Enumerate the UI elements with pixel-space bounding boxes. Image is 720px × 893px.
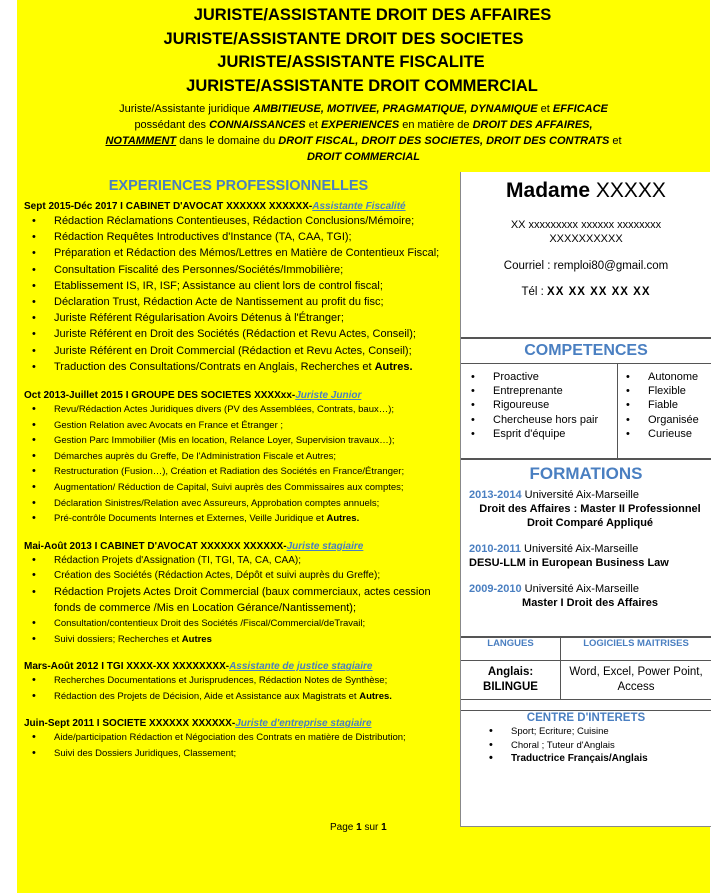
job-task: • Suivi des Dossiers Juridiques, Classement; <box>54 746 460 762</box>
phone-value: XX XX XX XX XX <box>547 286 651 298</box>
job-period-employer: Mars-Août 2012 I TGI XXXX-XX XXXXXXXX- <box>24 661 230 673</box>
interests-box <box>461 710 711 766</box>
formation-degree: Master I Droit des Affaires <box>522 597 658 609</box>
job-role: Assistante Fiscalité <box>312 201 406 212</box>
competences-columns <box>461 363 711 458</box>
summary-emphasis: EFFICACE <box>552 103 608 115</box>
summary-emphasis: DROIT COMMERCIAL <box>306 151 421 163</box>
formation-school: Université Aix-Marseille <box>521 543 639 555</box>
job-period-employer: Oct 2013-Juillet 2015 I GROUPE DES SOCIETES XXXXxx- <box>24 390 296 402</box>
skill-item: • Fiable <box>648 398 699 412</box>
sidebar <box>460 172 711 827</box>
formation-degree: DESU-LLM in European Business Law <box>469 557 669 569</box>
skill-item: • Esprit d'équipe <box>493 427 617 441</box>
formations-title: FORMATIONS <box>529 464 643 483</box>
skill-item: • Autonome <box>648 370 699 384</box>
languages-title: LANGUES <box>461 638 560 661</box>
summary-emphasis: DROIT FISCAL, DROIT DES SOCIETES, DROIT DES CONTRATS <box>278 135 610 147</box>
job-task: • Création des Sociétés (Rédaction Actes, Dépôt et suivi auprès du Greffe); <box>54 568 460 584</box>
competences-title: COMPETENCES <box>524 342 648 359</box>
email-link[interactable]: remploi80@gmail.com <box>553 260 669 272</box>
competences-col-1 <box>461 364 618 458</box>
name-value: XXXXX <box>595 179 666 202</box>
address: XX xxxxxxxxx xxxxxx xxxxxxxx XXXXXXXXXX <box>510 219 662 245</box>
interests-title: CENTRE D'INTERETS <box>461 710 711 725</box>
headline-4: JURISTE/ASSISTANTE DROIT COMMERCIAL <box>186 76 538 95</box>
job-task: • Juriste Référent en Droit Commercial (Rédaction et Revu Actes, Conseil); <box>54 343 460 359</box>
summary-text: possédant des <box>134 119 210 131</box>
headline-2: JURISTE/ASSISTANTE DROIT DES SOCIETES <box>163 29 524 48</box>
job-heading <box>24 660 460 673</box>
job-task: • Restructuration (Fusion…), Création et Radiation des Sociétés en France/Étranger; <box>54 464 460 480</box>
page-total: 1 <box>381 822 387 833</box>
job-task: • Rédaction Projets d'Assignation (TI, TGI, TA, CA, CAA); <box>54 553 460 569</box>
job-task: • Gestion Parc Immobilier (Mis en location, Relance Loyer, Supervision travaux…); <box>54 433 460 449</box>
phone-label: Tél : <box>521 286 548 298</box>
skill-item: • Organisée <box>648 413 699 427</box>
interest-item: • Sport; Ecriture; Cuisine <box>511 725 711 739</box>
formations-box <box>461 458 711 610</box>
skill-item: • Rigoureuse <box>493 398 617 412</box>
jobs-list <box>17 200 460 762</box>
profile-summary <box>104 101 624 165</box>
summary-text: en matière de <box>399 119 473 131</box>
summary-emphasis: CONNAISSANCES <box>209 119 306 131</box>
summary-emphasis: DROIT DES AFFAIRES, <box>472 119 593 131</box>
job-period-employer: Sept 2015-Déc 2017 I CABINET D'AVOCAT XXXXXX XXXXXX- <box>24 201 313 212</box>
software-title: LOGICIELS MAITRISES <box>561 638 711 661</box>
job-entry <box>24 389 460 527</box>
job-task: • Rédaction Projets Actes Droit Commercial (baux commerciaux, actes cession fonds de commerce /Mis en Location Gérance/Nantissement); <box>54 584 449 616</box>
formation-year: 2009-2010 <box>469 583 522 595</box>
cv-header <box>17 4 710 165</box>
competences-box <box>461 337 711 458</box>
formation-item <box>469 542 711 570</box>
job-task: • Déclaration Trust, Rédaction Acte de Nantissement au profit du fisc; <box>54 294 460 310</box>
summary-emphasis: AMBITIEUSE, MOTIVEE, PRAGMATIQUE, DYNAMIQUE <box>253 103 538 115</box>
software-value: Word, Excel, Power Point, Access <box>569 666 703 693</box>
skill-item: • Flexible <box>648 384 699 398</box>
page-label: Page <box>330 822 357 833</box>
interest-item: • Traductrice Français/Anglais <box>511 752 711 766</box>
job-task <box>54 632 460 648</box>
job-role: Juriste d'entreprise stagiaire <box>235 718 372 730</box>
page-label-sur: sur <box>361 822 382 833</box>
job-heading <box>24 717 460 730</box>
job-task-text: Traduction des Consultations/Contrats en Anglais, Recherches et <box>54 360 375 373</box>
job-task-bold: Autres. <box>374 360 413 373</box>
summary-emphasis: EXPERIENCES <box>320 119 400 131</box>
job-task: • Rédaction Réclamations Contentieuses, Rédaction Conclusions/Mémoire; <box>54 213 460 229</box>
summary-underlined: NOTAMMENT <box>105 135 177 147</box>
job-task <box>54 359 460 375</box>
job-role: Juriste stagiaire <box>286 540 364 552</box>
headline-1: JURISTE/ASSISTANTE DROIT DES AFFAIRES <box>193 6 552 24</box>
job-task <box>54 689 460 705</box>
lang-software-table <box>461 636 711 700</box>
job-task: • Rédaction Requêtes Introductives d'Instance (TA, CAA, TGI); <box>54 229 460 245</box>
job-entry <box>24 717 460 761</box>
job-heading <box>24 200 460 213</box>
competences-col-2 <box>618 364 699 458</box>
job-task: • Juriste Référent en Droit des Sociétés (Rédaction et Revu Actes, Conseil); <box>54 326 460 342</box>
job-task: • Augmentation/ Réduction de Capital, Suivi auprès des Commissaires aux comptes; <box>54 480 460 496</box>
software-col <box>561 638 711 699</box>
formation-year: 2010-2011 <box>469 543 521 555</box>
formation-year: 2013-2014 <box>469 489 522 501</box>
page-number <box>330 822 387 833</box>
job-role: Juriste Junior <box>295 390 362 402</box>
languages-col <box>461 638 561 699</box>
job-task-text: Rédaction des Projets de Décision, Aide et Assistance aux Magistrats et <box>54 690 360 702</box>
summary-text: et <box>305 119 321 131</box>
languages-value: Anglais: BILINGUE <box>483 666 538 693</box>
summary-text: dans le domaine du <box>176 135 279 147</box>
skill-item: • Entreprenante <box>493 384 617 398</box>
job-period-employer: Mai-Août 2013 I CABINET D'AVOCAT XXXXXX XXXXXX- <box>24 540 287 552</box>
job-task-text: Suivi dossiers; Recherches et <box>54 633 182 645</box>
name-title: Madame <box>506 179 591 202</box>
formation-school: Université Aix-Marseille <box>521 489 639 501</box>
email-label: Courriel : <box>503 260 554 272</box>
job-task-bold: Autres. <box>326 513 360 525</box>
job-heading <box>24 540 460 553</box>
interest-item: • Choral ; Tuteur d'Anglais <box>511 739 711 753</box>
job-task: • Démarches auprès du Greffe, De l'Administration Fiscale et Autres; <box>54 449 460 465</box>
formation-degree: Droit des Affaires : Master II Professionnel Droit Comparé Appliqué <box>479 503 701 529</box>
summary-text: et <box>609 135 622 147</box>
summary-text: et <box>537 103 553 115</box>
formation-item <box>469 488 711 530</box>
job-task: • Préparation et Rédaction des Mémos/Lettres en Matière de Contentieux Fiscal; <box>54 245 460 261</box>
email-line <box>461 260 711 272</box>
experiences-section <box>17 172 460 762</box>
job-task: • Revu/Rédaction Actes Juridiques divers (PV des Assemblées, Contrats, baux…); <box>54 402 460 418</box>
summary-text: Juriste/Assistante juridique <box>119 103 253 115</box>
job-entry <box>24 660 460 704</box>
job-task-text: Pré-contrôle Documents Internes et Externes, Veille Juridique et <box>54 513 327 525</box>
formation-school: Université Aix-Marseille <box>521 583 639 595</box>
job-task: • Juriste Référent Régularisation Avoirs Détenus à l'Étranger; <box>54 310 460 326</box>
job-task: • Gestion Relation avec Avocats en France et Étranger ; <box>54 418 460 434</box>
job-entry <box>24 200 460 375</box>
job-entry <box>24 540 460 647</box>
job-task: • Déclaration Sinistres/Relation avec Assureurs, Approbation comptes annuels; <box>54 496 460 512</box>
job-period-employer: Juin-Sept 2011 I SOCIETE XXXXXX XXXXXX- <box>24 718 236 730</box>
candidate-name <box>461 176 711 206</box>
job-task: • Consultation Fiscalité des Personnes/Sociétés/Immobilière; <box>54 262 460 278</box>
job-task: • Recherches Documentations et Jurisprudences, Rédaction Notes de Synthèse; <box>54 673 460 689</box>
contact-block <box>461 172 711 337</box>
job-task-bold: Autres. <box>359 690 392 702</box>
job-heading <box>24 389 460 402</box>
experiences-title: EXPERIENCES PROFESSIONNELLES <box>108 178 369 194</box>
job-role: Assistante de justice stagiaire <box>229 661 373 673</box>
phone-line <box>461 286 711 298</box>
formation-item <box>469 582 711 610</box>
job-task <box>54 511 460 527</box>
page-current: 1 <box>356 822 362 833</box>
skill-item: • Curieuse <box>648 427 699 441</box>
headline-3: JURISTE/ASSISTANTE FISCALITE <box>217 53 485 71</box>
skill-item: • Proactive <box>493 370 617 384</box>
job-task: • Aide/participation Rédaction et Négociation des Contrats en matière de Distribution; <box>54 730 460 746</box>
job-task: • Etablissement IS, IR, ISF; Assistance au client lors de control fiscal; <box>54 278 460 294</box>
skill-item: • Chercheuse hors pair <box>493 413 617 427</box>
job-task: • Consultation/contentieux Droit des Sociétés /Fiscal/Commercial/deTravail; <box>54 616 460 632</box>
job-task-bold: Autres <box>181 633 212 645</box>
